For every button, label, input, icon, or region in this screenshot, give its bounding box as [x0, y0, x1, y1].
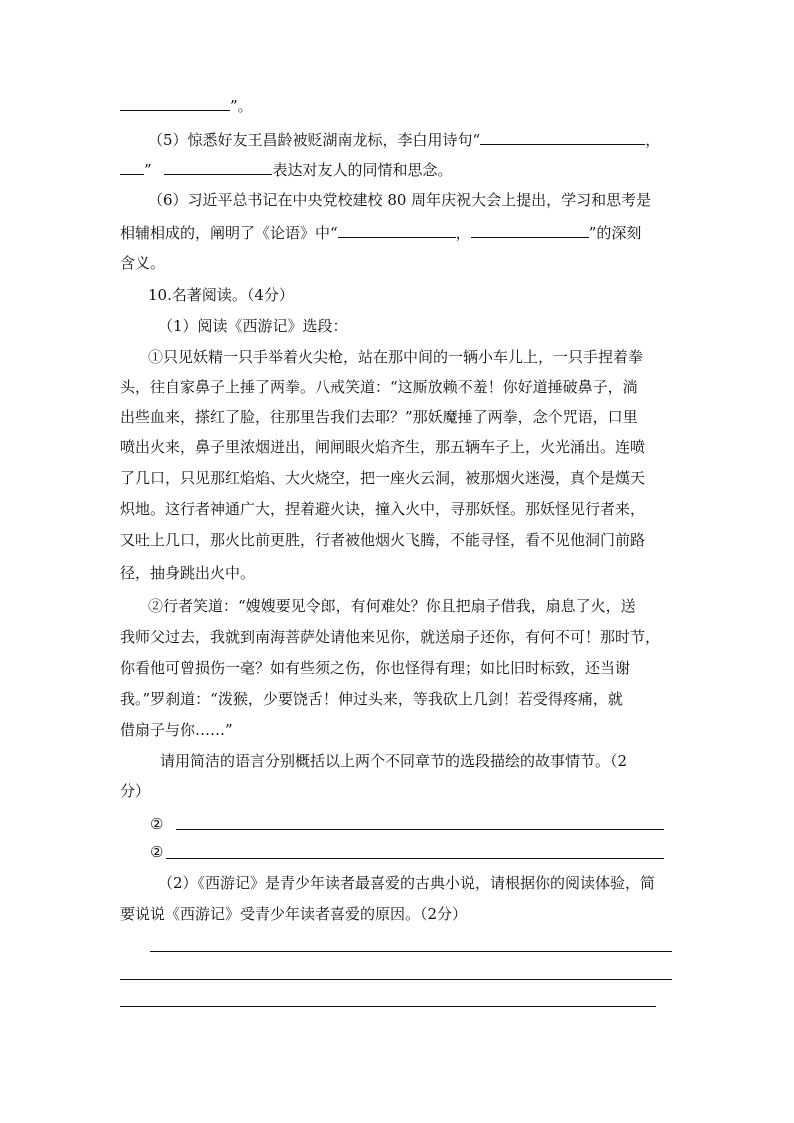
answer-blank[interactable] [120, 158, 144, 175]
passage2-line: ②行者笑道：“嫂嫂要见令郎，有何难处？你且把扇子借我，扇息了火，送 [148, 597, 636, 615]
answer-line[interactable] [120, 979, 672, 980]
answer-line[interactable] [150, 951, 672, 952]
q9-item6-line2 [120, 221, 641, 243]
q10-title: 10.名著阅读。（4分） [148, 286, 294, 304]
answer-line[interactable] [166, 858, 664, 859]
q9-item6-line1: （6）习近平总书记在中央党校建校 80 周年庆祝大会上提出，学习和思考是 [148, 191, 652, 209]
q9-item5-prefix: （5）惊悉好友王昌龄被贬湖南龙标，李白用诗句“ [148, 131, 481, 149]
answer-blank[interactable] [164, 158, 272, 175]
question1-line: 请用简洁的语言分别概括以上两个不同章节的选段描绘的故事情节。（2 [160, 752, 628, 770]
passage1-line: ①只见妖精一只手举着火尖枪，站在那中间的一辆小车儿上，一只手捏着拳 [148, 348, 644, 366]
answer-blank[interactable] [480, 128, 645, 145]
passage1-line: 喷出火来，鼻子里浓烟迸出，闸闸眼火焰齐生，那五辆车子上，火光涌出。连喷 [120, 438, 646, 456]
q9-item6-line3: 含义。 [120, 254, 166, 272]
passage1-line: 径，抽身跳出火中。 [120, 564, 256, 582]
answer-blank[interactable] [338, 221, 456, 238]
passage2-line: 我。”罗刹道：“泼猴，少要饶舌！伸过头来，等我砍上几剑！若受得疼痛，就 [120, 690, 623, 708]
passage1-line: 头，往自家鼻子上捶了两拳。八戒笑道：“这厮放赖不羞！你好道捶破鼻子，淌 [120, 378, 638, 396]
answer-blank[interactable] [471, 221, 589, 238]
q10-part1-intro: （1）阅读《西游记》选段： [158, 317, 348, 335]
q9-item5-line1 [148, 128, 660, 150]
answer-mark: ② [150, 843, 164, 861]
q9-item6-suffix: ”的深刻 [588, 224, 642, 242]
part2-line: （2）《西游记》是青少年读者最喜爱的古典小说，请根据你的阅读体验，简 [158, 874, 656, 892]
q9-tail-close: ”。 [230, 97, 253, 115]
answer-blank[interactable] [120, 94, 230, 111]
q9-item5-suffix: 表达对友人的同情和思念。 [272, 161, 453, 179]
q9-item5-comma: ， [645, 131, 661, 149]
passage2-line: 我师父过去，我就到南海菩萨处请他来见你，就送扇子还你，有何不可！那时节， [120, 628, 661, 646]
part2-line: 要说说《西游记》受青少年读者喜爱的原因。（2分） [120, 905, 468, 923]
passage2-line: 借扇子与你……” [120, 721, 233, 739]
q9-item6-comma: ， [455, 224, 471, 242]
passage1-line: 了几口，只见那红焰焰、大火烧空，把一座火云洞，被那烟火迷漫，真个是熯天 [120, 469, 646, 487]
question1-line: 分） [120, 782, 151, 800]
passage1-line: 出些血来，搽红了脸，往那里告我们去耶？”那妖魔捶了两拳，念个咒语，口里 [120, 408, 638, 426]
passage2-line: 你看他可曾损伤一毫？如有些须之伤，你也怪得有理；如比旧时标致，还当谢 [120, 659, 631, 677]
q9-item6-prefix: 相辅相成的，阐明了《论语》中“ [120, 224, 338, 242]
passage1-line: 炽地。这行者神通广大，捏着避火诀，撞入火中，寻那妖怪。那妖怪见行者来， [120, 500, 646, 518]
q9-item5-close: ” [144, 161, 152, 179]
q9-item5-line2 [120, 158, 452, 180]
q9-tail-line [120, 94, 253, 116]
answer-mark: ② [150, 815, 164, 833]
answer-line[interactable] [120, 1006, 656, 1007]
answer-line[interactable] [176, 829, 664, 830]
passage1-line: 又吐上几口，那火比前更胜，行者被他烟火飞腾，不能寻怪，看不见他洞门前路 [120, 531, 646, 549]
